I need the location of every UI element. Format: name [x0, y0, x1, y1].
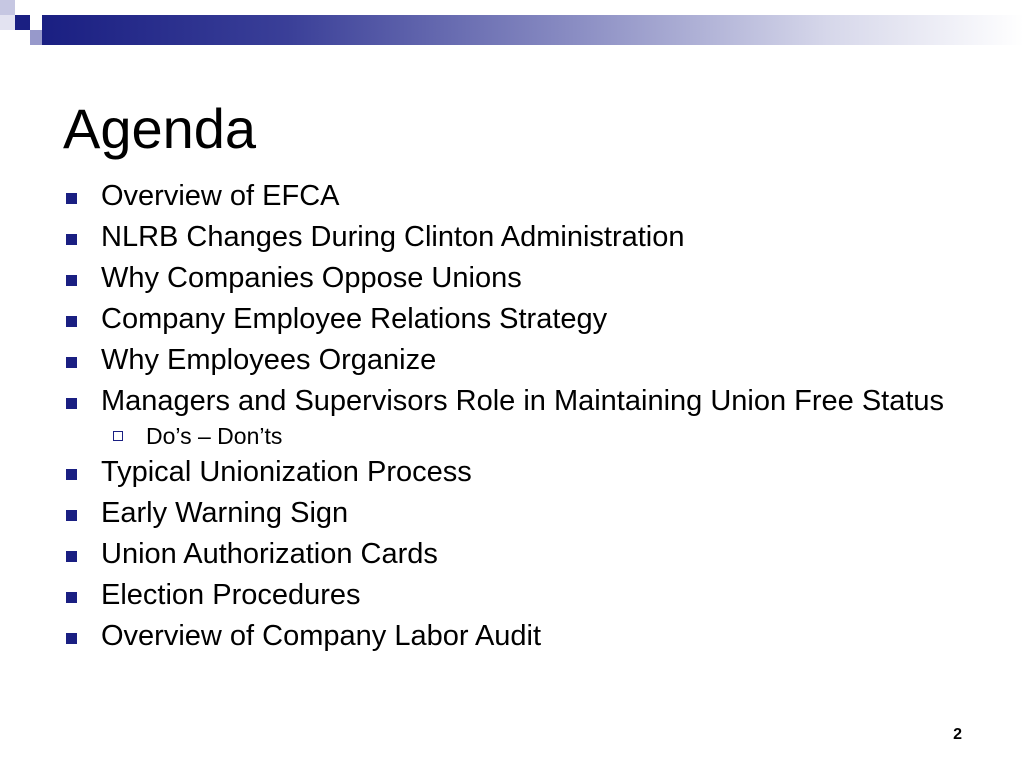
square-bullet-icon — [66, 357, 77, 368]
square-bullet-icon — [66, 633, 77, 644]
header-gradient-bar — [42, 15, 1024, 45]
agenda-item-text: NLRB Changes During Clinton Administration — [101, 221, 685, 253]
agenda-item-text: Union Authorization Cards — [101, 538, 438, 570]
agenda-item-text: Overview of Company Labor Audit — [101, 620, 542, 652]
agenda-item — [64, 262, 1004, 295]
agenda-list — [64, 180, 1004, 661]
agenda-item — [64, 497, 1004, 530]
square-bullet-icon — [66, 193, 77, 204]
agenda-sub-item-text: Do’s – Don’ts — [146, 423, 283, 449]
agenda-item — [64, 180, 1004, 213]
agenda-sub-item — [101, 423, 1004, 450]
agenda-item — [64, 456, 1004, 489]
agenda-item-text: Managers and Supervisors Role in Maintaining Union Free Status — [101, 385, 945, 417]
agenda-item — [64, 620, 1004, 653]
square-bullet-icon — [66, 316, 77, 327]
decor-square — [30, 0, 45, 15]
agenda-item — [64, 344, 1004, 377]
square-bullet-icon — [66, 234, 77, 245]
agenda-item-text: Typical Unionization Process — [101, 456, 472, 488]
decor-square — [0, 0, 15, 15]
slide-title: Agenda — [63, 97, 257, 160]
agenda-item-text: Why Companies Oppose Unions — [101, 262, 522, 294]
agenda-item-text: Company Employee Relations Strategy — [101, 303, 608, 335]
agenda-item — [64, 303, 1004, 336]
square-bullet-icon — [66, 592, 77, 603]
agenda-item — [64, 538, 1004, 571]
square-bullet-icon — [66, 398, 77, 409]
decor-square — [15, 15, 30, 30]
square-bullet-icon — [66, 551, 77, 562]
agenda-item-text: Why Employees Organize — [101, 344, 437, 376]
agenda-item — [64, 221, 1004, 254]
agenda-item-text: Early Warning Sign — [101, 497, 349, 529]
square-bullet-icon — [66, 275, 77, 286]
agenda-item — [64, 579, 1004, 612]
decor-square — [0, 15, 15, 30]
agenda-sub-list — [101, 423, 1004, 450]
agenda-item-text: Election Procedures — [101, 579, 361, 611]
agenda-item-text: Overview of EFCA — [101, 180, 340, 212]
page-number: 2 — [953, 726, 962, 743]
hollow-square-bullet-icon — [113, 431, 123, 441]
square-bullet-icon — [66, 510, 77, 521]
square-bullet-icon — [66, 469, 77, 480]
agenda-item — [64, 385, 1004, 450]
decor-square — [15, 30, 30, 45]
